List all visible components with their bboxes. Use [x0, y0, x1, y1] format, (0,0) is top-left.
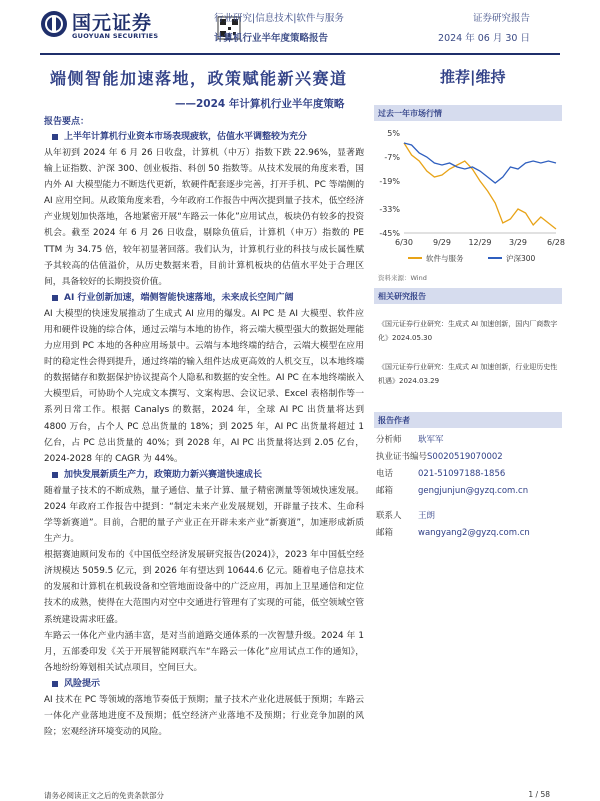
market-chart: [374, 121, 565, 271]
section-paragraph: 根据赛迪顾问发布的《中国低空经济发展研究报告(2024)》，2023 年中国低空经济规模达 5059.5 亿元，到 2026 年有望达到 10644.6 亿元。随着电子信息技术的发展和计算机在机载设备和空管地面设备中的广泛应用，再加上卫星通信和定位技术的成熟，使得在大范围内对空中交通进行管理有了实现的可能，低空领域空管系统建设需求旺盛。: [44, 550, 364, 625]
chart-source: 资料来源：Wind: [378, 274, 427, 282]
analyst-info: [374, 432, 562, 542]
section-paragraph: AI 技术在 PC 等领域的落地节奏低于预期；量子技术产业化进展低于预期；车路云一体化产业落地进度不及预期；低空经济产业落地不及预期；行业竞争加剧的风险；宏观经济环境变动的风险。: [44, 694, 364, 738]
analyst-row: 邮箱 gengjunjun@gyzq.com.cn: [374, 483, 562, 500]
brand-logo: [40, 8, 215, 42]
page-number: 1 / 58: [528, 790, 550, 799]
section-paragraph: 随着量子技术的不断成熟，量子通信、量子计算、量子精密测量等领域快速发展。2024 年政府工作报告中提到：“制定未来产业发展规划，开辟量子技术、生命科学等新赛道”。目前，合肥的量子产业正在开辟未来产业“新赛道”，加速形成新质生产力。: [44, 485, 364, 545]
industry-tags: 行业研究|信息技术|软件与服务: [214, 13, 344, 24]
disclaimer-note: 请务必阅读正文之后的免责条款部分: [44, 791, 164, 800]
report-title: 端侧智能加速落地，政策赋能新兴赛道: [50, 69, 348, 88]
summary-label: 报告要点：: [44, 117, 90, 127]
related-report-item[interactable]: 《国元证券行业研究：生成式 AI 加速创新，行业迎历史性机遇》2024.03.29: [378, 363, 558, 385]
section-heading: 上半年计算机行业资本市场表现疲软，估值水平调整较为充分: [44, 129, 364, 145]
x-tick-label: 3/29: [509, 238, 527, 247]
report-date: 2024 年 06 月 30 日: [438, 33, 530, 44]
analyst-row: 分析师 耿军军: [376, 435, 444, 445]
section-heading: 风险提示: [44, 676, 364, 692]
analyst-heading: 报告作者: [374, 412, 562, 428]
section-paragraph: 从年初到 2024 年 6 月 26 日收盘，计算机（中万）指数下跌 22.96%，显著跑输上证指数、沪深 300、创业板指、科创 50 指数等。从技术发展的角度来看，国内外 AI 大模型能力不断迭代更新，软硬件配套逐步完善，打开手机、PC 等端侧的 AI 应用空间。从政策角度来看，今年政府工作报告中两次提到量子技术，低空经济产业规划加快落地，各地紧密开展“车路云一体化”应用试点，板块仍有较多的投资机会。截至 2024 年 6 月 26 日收盘，剔除负值后，计算机（申万）指数的 PE TTM 为 34.75 倍，较年初显著回落。我们认为，计算机行业的科技与成长属性赋予其较高的估值溢价，从历史数据来看，目前计算机板块的估值水平处于合理区间，具备较好的长期投资价值。: [44, 148, 364, 287]
report-type: 证券研究报告: [472, 13, 530, 24]
header-divider: [40, 53, 560, 55]
legend-label: 软件与服务: [426, 254, 464, 263]
series-line: [404, 143, 556, 183]
logo-english-text: GUOYUAN SECURITIES: [72, 32, 159, 40]
summary-column: [44, 114, 364, 740]
section-paragraph: 车路云一体化产业内涵丰富，是对当前道路交通体系的一次智慧升级。2024 年 1 月，五部委印发《关于开展智能网联汽车“车路云一体化”应用试点工作的通知》，各地纷纷筹划相关试点项目，空间巨大。: [44, 630, 364, 673]
legend-label: 沪深300: [506, 254, 536, 263]
x-tick-label: 6/30: [395, 238, 413, 247]
logo-text: 国元证券: [72, 12, 153, 34]
email-link[interactable]: gengjunjun@gyzq.com.cn: [418, 486, 529, 496]
sidebar: [374, 105, 565, 542]
section-paragraph: AI 大模型的快速发展推动了生成式 AI 应用的爆发。AI PC 是 AI 大模型、软件应用和硬件设施的综合体，通过云端与本地的协作，将云端大模型强大的数据处理能力应用到 PC 本地的各种应用场景中。云端与本地终端的结合，云端大模型在应用时的稳定性会得到提升，通过终端的输入组件达成更高效的人机交互，以本地终端的数据储存和数据保护协议提高个人隐私和数据的安全性。AI PC 在本地终端嵌入大模型后，可协助个人完成文本撰写、文案构思、会议记录、Excel 表格制作等一系列日常工作。根据 Canalys 的数据，2024 年，全球 AI PC 出货量将达到 4800 万台，占个人 PC 总出货量的 18%；到 2025 年，AI PC 出货量将超过 1 亿台，占 PC 总出货量的 40%；到 2028 年，AI PC 出货量将达到 2.05 亿台，2024-2028 年的 CAGR 为 44%。: [44, 308, 364, 464]
report-subtitle: ——2024 年计算机行业半年度策略: [175, 98, 345, 110]
analyst-row: 执业证书编号 S0020519070002: [376, 452, 503, 462]
rating-badge: 推荐|维持: [440, 68, 506, 86]
y-tick-label: 5%: [387, 129, 400, 138]
market-chart-svg: [374, 121, 565, 271]
related-list: [374, 314, 562, 388]
summary-sections: [44, 129, 364, 740]
email-link[interactable]: wangyang2@gyzq.com.cn: [418, 528, 530, 538]
logo-emblem-icon: [40, 10, 68, 38]
page-header: [0, 0, 600, 44]
analyst-row: 邮箱 wangyang2@gyzq.com.cn: [374, 525, 562, 542]
section-heading: AI 行业创新加速，端侧智能快速落地，未来成长空间广阔: [44, 290, 364, 306]
y-tick-label: -45%: [379, 229, 400, 238]
report-series: 计算机行业半年度策略报告: [214, 33, 329, 44]
y-tick-label: -19%: [379, 177, 400, 186]
chart-heading: 过去一年市场行情: [374, 105, 562, 121]
y-tick-label: -7%: [384, 153, 400, 162]
x-tick-label: 9/29: [433, 238, 451, 247]
related-heading: 相关研究报告: [374, 288, 562, 304]
x-tick-label: 12/29: [468, 238, 492, 247]
section-heading: 加快发展新质生产力，政策助力新兴赛道快速成长: [44, 467, 364, 483]
series-line: [404, 143, 556, 229]
analyst-row: 联系人 王朗: [376, 511, 436, 521]
analyst-row: 电话 021-51097188-1856: [376, 469, 506, 479]
y-tick-label: -33%: [379, 205, 400, 214]
x-tick-label: 6/28: [547, 238, 565, 247]
related-report-item[interactable]: 《国元证券行业研究：生成式 AI 加速创新，国内厂商数字化》2024.05.30: [378, 320, 558, 342]
